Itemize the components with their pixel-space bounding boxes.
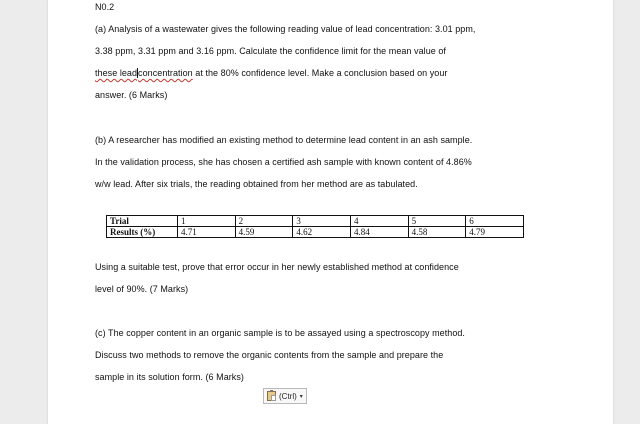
part-a-line-4: answer. (6 Marks) — [95, 90, 168, 100]
chevron-down-icon: ▾ — [299, 393, 303, 400]
table-cell: 4.79 — [466, 227, 524, 238]
part-c-line-2: Discuss two methods to remove the organic contents from the sample and prepare the — [95, 350, 444, 360]
table-cell: 4.58 — [408, 227, 466, 238]
table-cell: 4.84 — [350, 227, 408, 238]
paste-options-button[interactable] — [263, 388, 307, 404]
paste-options-label: (Ctrl) — [279, 391, 297, 401]
table-cell: 6 — [466, 216, 524, 227]
table-row-trial — [107, 216, 524, 227]
table-row-results — [107, 227, 524, 238]
table-cell: 4.62 — [293, 227, 351, 238]
part-b-line-4: Using a suitable test, prove that error occur in her newly established method at confidence — [95, 262, 459, 272]
part-b-line-2: In the validation process, she has chosen a certified ash sample with known content of 4.86% — [95, 157, 472, 167]
table-cell: 3 — [293, 216, 351, 227]
table-cell: 5 — [408, 216, 466, 227]
table-cell: 2 — [235, 216, 293, 227]
part-c-line-1: (c) The copper content in an organic sample is to be assayed using a spectroscopy method. — [95, 328, 465, 338]
part-a-line-2: 3.38 ppm, 3.31 ppm and 3.16 ppm. Calculate the confidence limit for the mean value of — [95, 46, 446, 56]
table-cell: 4.71 — [178, 227, 236, 238]
part-b-line-3: w/w lead. After six trials, the reading obtained from her method are as tabulated. — [95, 179, 418, 189]
question-number: N0.2 — [95, 2, 115, 12]
part-a-line-3 — [95, 68, 447, 78]
part-c-line-3: sample in its solution form. (6 Marks) — [95, 372, 244, 382]
part-b-line-5: level of 90%. (7 Marks) — [95, 284, 189, 294]
document-page — [48, 0, 613, 424]
spellcheck-word-1[interactable]: these lead — [95, 68, 138, 78]
part-a-line-3-rest: at the 80% confidence level. Make a conclusion based on your — [192, 68, 448, 78]
table-cell: 4 — [350, 216, 408, 227]
spellcheck-word-2[interactable]: concentration — [138, 68, 193, 78]
table-cell: 1 — [178, 216, 236, 227]
results-table — [106, 215, 524, 238]
table-header-results: Results (%) — [107, 227, 178, 238]
clipboard-icon — [267, 391, 276, 401]
table-header-trial: Trial — [107, 216, 178, 227]
part-a-line-1: (a) Analysis of a wastewater gives the following reading value of lead concentration: 3.01 ppm, — [95, 24, 476, 34]
table-cell: 4.59 — [235, 227, 293, 238]
part-b-line-1: (b) A researcher has modified an existing method to determine lead content in an ash sample. — [95, 135, 473, 145]
